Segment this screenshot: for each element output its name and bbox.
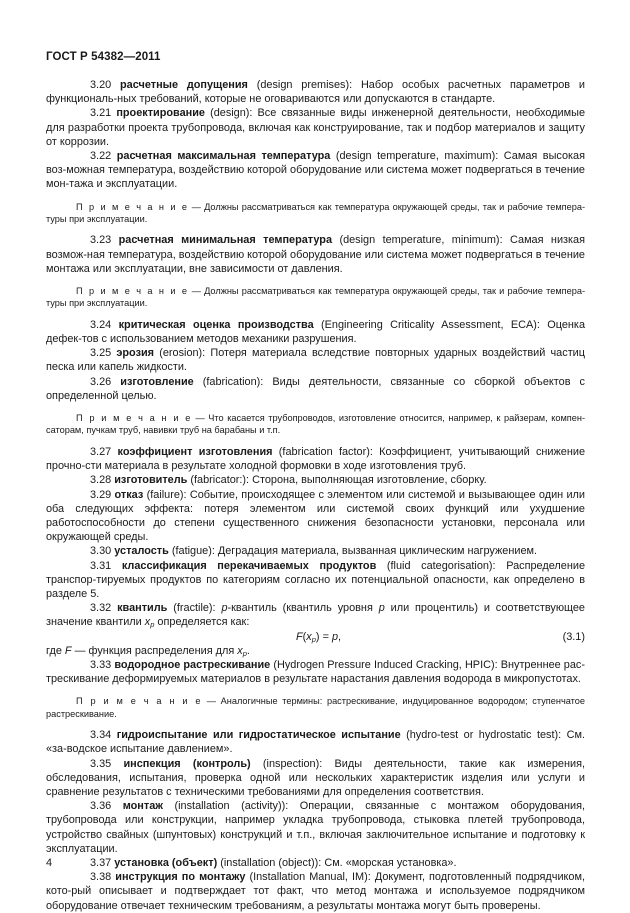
formula-number: (3.1)	[562, 630, 585, 643]
formula-where: где F — функция распределения для $x_p$.	[46, 644, 250, 658]
page-number: 4	[46, 857, 53, 869]
entry-3-35: 3.35 инспекция (контроль) (inspection): Виды деятельности, такие как измерения, обследования, испытания, проверка одной или нескольких характеристик изделия или услуги и сравнение результатов с техническими требованиями для определения соответствия.	[46, 757, 585, 798]
entry-3-38: 3.38 инструкция по монтажу (Installation Manual, IM): Документ, подготовленный подрядчиком, кото-рый описывает и подтверждает тот факт, что метод монтажа и используемое подрядчиком оборудование отвечает техническим требованиям, а результаты монтажа могут быть проверены.	[46, 871, 585, 912]
entry-3-26: 3.26 изготовление (fabrication): Виды деятельности, связанные со сборкой объектов с определенной целью.	[46, 375, 585, 402]
entry-3-28: 3.28 изготовитель (fabricator:): Сторона, выполняющая изготовление, сборку.	[90, 474, 487, 487]
entry-3-21: 3.21 проектирование (design): Все связанные виды инженерной деятельности, необходимые для разработки проекта трубопровода, включая как конструирование, так и подбор материалов и защиту от коррозии.	[46, 107, 586, 148]
note-1: П р и м е ч а н и е — Должны рассматриваться как температура окружающей среды, так и рабочие темпера-туры при эксплуатации.	[46, 201, 585, 225]
entry-3-37: 3.37 установка (объект) (installation (object)): См. «морская установка».	[90, 856, 457, 869]
entry-3-30: 3.30 усталость (fatigue): Деградация материала, вызванная циклическим нагружением.	[90, 545, 538, 558]
entry-3-23: 3.23 расчетная минимальная температура (design temperature, minimum): Самая низкая возмож-ная температура, воздействию которой оборудование или система может подвергаться в течение монтажа или эксплуатации, вне зависимости от давления.	[46, 234, 585, 275]
entry-3-31: 3.31 классификация перекачиваемых продуктов (fluid categorisation): Распределение транспор-тируемых продуктов по категориям согласно их потенциальной опасности, как определено в разделе 5.	[46, 559, 585, 600]
note-4: П р и м е ч а н и е — Аналогичные термины: растрескивание, индуцированное водородом; ступенчатое растрескивание.	[46, 696, 585, 719]
entry-3-36: 3.36 монтаж (installation (activity)): Операции, связанные с монтажом оборудования, трубопровода или конструкции, например укладка трубопровода, стыковка плетей трубопровода, устройство свайных (шпунтовых) конструкций и т.п., включая заключительное испытание и подготовку к эксплуатации.	[46, 800, 586, 855]
entry-3-24: 3.24 критическая оценка производства (Engineering Criticality Assessment, ECA): Оценка дефек-тов с использованием методов механики разрушения.	[46, 318, 585, 346]
entry-3-34: 3.34 гидроиспытание или гидростатическое испытание (hydro-test or hydrostatic test): См. «за-водское испытание давлением».	[46, 729, 585, 756]
entry-3-25: 3.25 эрозия (erosion): Потеря материала вследствие повторных ударных воздействий частиц песка или капель жидкости.	[46, 347, 585, 374]
entry-3-27: 3.27 коэффициент изготовления (fabrication factor): Коэффициент, учитывающий снижение прочно-сти материала в результате холодной формовки в ходе изготовления труб.	[46, 445, 585, 473]
entry-3-32: 3.32 квантиль (fractile): p-квантиль (квантиль уровня p или процентиль) и соответствующее значение квантили $x_p$ определяется как:	[46, 602, 585, 630]
entry-3-33: 3.33 водородное растрескивание (Hydrogen Pressure Induced Cracking, HPIC): Внутреннее рас-трескивание деформируемых материалов в результате нарастания давления водорода в микропустотах.	[46, 658, 585, 686]
note-2: П р и м е ч а н и е — Должны рассматриваться как температура окружающей среды, так и рабочие темпера-туры при эксплуатации.	[46, 286, 585, 309]
formula-3-1	[46, 630, 585, 644]
entry-3-29: 3.29 отказ (failure): Событие, происходящее с элементом или системой и вызывающее один или оба следующих эффекта: потеря элементом или системой своих функций или ухудшение работоспособности до степени существенного снижения безопасности установки, персонала или окружающей среды.	[46, 488, 585, 544]
note-3: П р и м е ч а н и е — Что касается трубопроводов, изготовление относится, например, к райзерам, компен-саторам, пучкам труб, навивки труб на барабаны и т.п.	[46, 413, 586, 436]
formula-expression: $F(x_p) = p$,	[296, 630, 342, 644]
document-body	[46, 78, 585, 913]
entry-3-20: 3.20 расчетные допущения (design premises): Набор особых расчетных параметров и функциональ-ных требований, которые не оговариваются или допускаются в стандарте.	[46, 79, 585, 106]
document-header: ГОСТ Р 54382—2011	[46, 51, 161, 63]
entry-3-22: 3.22 расчетная максимальная температура (design temperature, maximum): Самая высокая воз-можная температура, воздействию которой оборудование или система может подвергаться в течение мон-тажа и эксплуатации.	[46, 150, 586, 191]
